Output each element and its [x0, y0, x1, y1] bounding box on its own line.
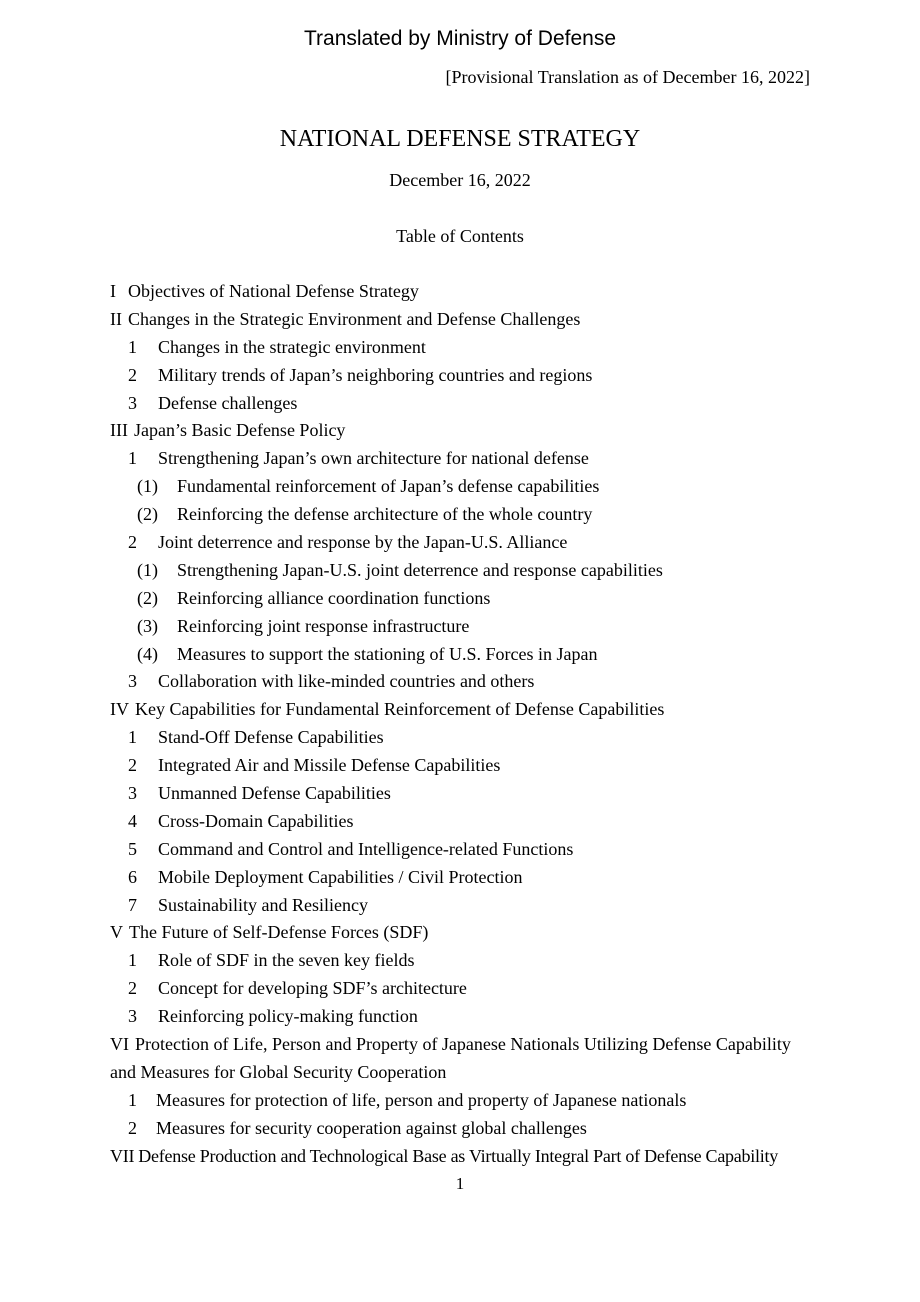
section-title: Integrated Air and Missile Defense Capabilities — [158, 755, 501, 776]
section-number: 3 — [128, 1006, 137, 1027]
section-number: 2 — [128, 755, 137, 776]
section-title: Cross-Domain Capabilities — [158, 810, 354, 831]
toc-subsection — [110, 473, 815, 501]
section-number: 1 — [128, 727, 137, 748]
chapter-number: VI — [110, 1034, 129, 1055]
section-title: Sustainability and Resiliency — [158, 894, 368, 915]
section-number: 2 — [128, 532, 137, 553]
section-title: Reinforcing policy-making function — [158, 1006, 418, 1027]
chapter-title-line-2: and Measures for Global Security Cooperation — [110, 1061, 447, 1082]
chapter-title-line-1: Protection of Life, Person and Property of Japanese Nationals Utilizing Defense Capability — [135, 1034, 791, 1055]
toc-section — [110, 836, 815, 864]
toc-subsection — [110, 557, 815, 585]
section-number: 4 — [128, 810, 137, 831]
toc-subsection — [110, 613, 815, 641]
section-number: 2 — [128, 978, 137, 999]
section-title: Unmanned Defense Capabilities — [158, 783, 391, 804]
toc-subsection — [110, 585, 815, 613]
translated-by-header: Translated by Ministry of Defense — [303, 27, 617, 50]
section-title: Military trends of Japan’s neighboring countries and regions — [158, 364, 593, 385]
chapter-number: IV — [110, 699, 129, 720]
section-title: Measures for protection of life, person and property of Japanese nationals — [156, 1089, 687, 1110]
toc-section — [110, 752, 815, 780]
toc-chapter-vi — [110, 1031, 815, 1059]
section-title: Joint deterrence and response by the Japan-U.S. Alliance — [158, 532, 568, 553]
section-title: Role of SDF in the seven key fields — [158, 950, 415, 971]
section-number: 7 — [128, 894, 137, 915]
toc-chapter-ii — [110, 306, 815, 334]
toc-section — [110, 390, 815, 418]
section-number: 3 — [128, 783, 137, 804]
table-of-contents — [110, 278, 815, 1171]
toc-section — [110, 362, 815, 390]
toc-section — [110, 1003, 815, 1031]
section-title: Strengthening Japan’s own architecture for national defense — [158, 448, 589, 469]
chapter-number: V — [110, 922, 123, 943]
chapter-title: Objectives of National Defense Strategy — [128, 281, 419, 301]
toc-section — [110, 529, 815, 557]
subsection-number: (4) — [137, 643, 158, 664]
toc-section — [110, 892, 815, 920]
toc-section — [110, 334, 815, 362]
section-title: Changes in the strategic environment — [158, 336, 426, 357]
toc-chapter-iii — [110, 417, 815, 445]
chapter-number: I — [110, 281, 116, 301]
document-title: NATIONAL DEFENSE STRATEGY — [279, 126, 641, 152]
subsection-number: (1) — [137, 476, 158, 497]
toc-chapter-vii — [110, 1143, 815, 1171]
toc-section — [110, 947, 815, 975]
section-number: 3 — [128, 671, 137, 692]
chapter-title: Japan’s Basic Defense Policy — [133, 420, 346, 441]
toc-chapter-iv — [110, 696, 815, 724]
section-title: Measures for security cooperation against global challenges — [156, 1117, 587, 1138]
toc-chapter-vi-continued — [110, 1059, 815, 1087]
subsection-title: Strengthening Japan-U.S. joint deterrence and response capabilities — [177, 559, 663, 580]
provisional-translation-note: [Provisional Translation as of December 16, 2022] — [445, 67, 810, 87]
section-title: Mobile Deployment Capabilities / Civil Protection — [158, 866, 523, 887]
section-title: Defense challenges — [158, 392, 298, 413]
chapter-title: The Future of Self-Defense Forces (SDF) — [129, 922, 429, 943]
chapter-title: Key Capabilities for Fundamental Reinforcement of Defense Capabilities — [135, 699, 665, 720]
chapter-number: VII — [110, 1145, 135, 1166]
toc-section — [110, 780, 815, 808]
section-number: 1 — [128, 336, 137, 357]
toc-section — [110, 1087, 815, 1115]
section-number: 3 — [128, 392, 137, 413]
section-number: 1 — [128, 448, 137, 469]
section-number: 5 — [128, 838, 137, 859]
section-number: 1 — [128, 950, 137, 971]
section-number: 6 — [128, 866, 137, 887]
subsection-title: Fundamental reinforcement of Japan’s defense capabilities — [177, 476, 600, 497]
subsection-number: (3) — [137, 615, 158, 636]
toc-section — [110, 808, 815, 836]
subsection-title: Reinforcing the defense architecture of the whole country — [177, 504, 593, 525]
toc-subsection — [110, 641, 815, 669]
toc-section — [110, 1115, 815, 1143]
section-title: Collaboration with like-minded countries and others — [158, 671, 535, 692]
subsection-number: (2) — [137, 587, 158, 608]
chapter-number: II — [110, 308, 122, 329]
subsection-title: Reinforcing alliance coordination functions — [177, 587, 491, 608]
toc-section — [110, 975, 815, 1003]
toc-chapter-v — [110, 919, 815, 947]
chapter-title: Changes in the Strategic Environment and Defense Challenges — [128, 308, 581, 329]
section-number: 1 — [128, 1089, 137, 1110]
toc-section — [110, 864, 815, 892]
section-number: 2 — [128, 1117, 137, 1138]
toc-section — [110, 668, 815, 696]
document-date: December 16, 2022 — [389, 170, 531, 190]
toc-section — [110, 445, 815, 473]
toc-subsection — [110, 501, 815, 529]
section-title: Command and Control and Intelligence-related Functions — [158, 838, 574, 859]
toc-section — [110, 724, 815, 752]
section-title: Stand-Off Defense Capabilities — [158, 727, 384, 748]
subsection-title: Reinforcing joint response infrastructure — [177, 615, 470, 636]
page-number: 1 — [455, 1174, 465, 1193]
section-title: Concept for developing SDF’s architecture — [158, 978, 467, 999]
toc-heading: Table of Contents — [396, 226, 524, 246]
toc-chapter-i — [110, 278, 815, 306]
subsection-number: (2) — [137, 504, 158, 525]
chapter-title: Defense Production and Technological Base as Virtually Integral Part of Defense Capability — [138, 1145, 779, 1166]
chapter-number: III — [110, 420, 128, 441]
section-number: 2 — [128, 364, 137, 385]
subsection-number: (1) — [137, 559, 158, 580]
subsection-title: Measures to support the stationing of U.S. Forces in Japan — [177, 643, 598, 664]
